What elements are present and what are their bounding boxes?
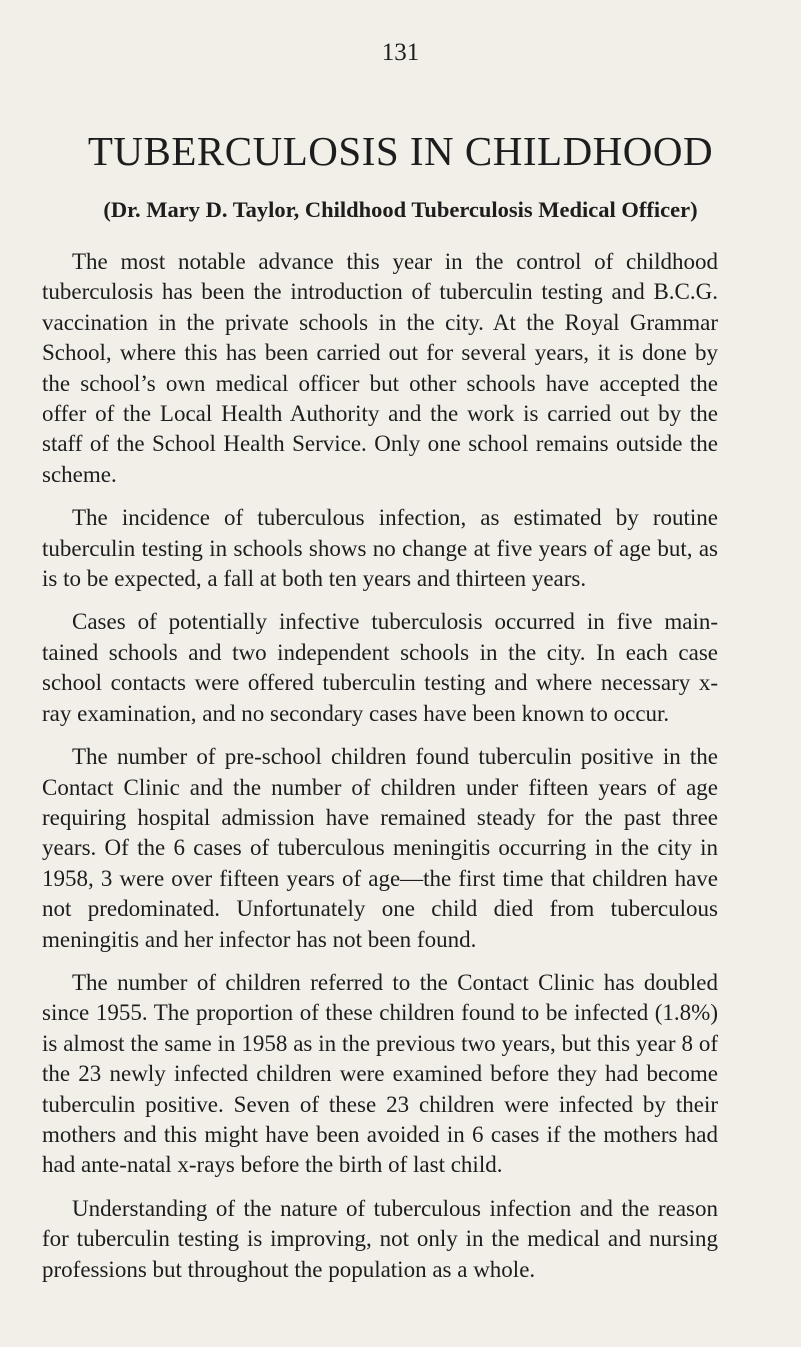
document-subtitle: (Dr. Mary D. Taylor, Childhood Tuberculosis Medical Officer) <box>103 197 698 222</box>
page-number: 131 <box>381 39 420 66</box>
paragraph-4: The number of pre-school children found tuberculin positive in the Contact Clinic and the number of children under fifteen years of age requiring hospital admission have remained steady for the past three years. Of the 6 cases of tuberculous meningitis occurring in the city in 1958, 3 were over fifteen years of age—the first time that children have not predominated. Unfortunately one child died from tuberculous meningitis and her infector has not been found. <box>42 744 718 952</box>
paragraph-2: The incidence of tuberculous infection, as estimated by routine tuberculin testing in schools shows no change at five years of age but, as is to be expected, a fall at both ten years and thirteen years. <box>42 505 718 592</box>
paragraph-5: The number of children referred to the Contact Clinic has doubled since 1955. The proportion of these children found to be infected (1.8%) is almost the same in 1958 as in the previous two years, but this year 8 of the 23 newly infected children were examined before they had become tuberculin positive. Seven of these 23 children were infected by their mothers and this might have been avoided in 6 cases if the mothers had had ante-natal x-rays before the birth of last child. <box>42 969 718 1178</box>
body-text <box>42 247 718 1298</box>
paragraph-3: Cases of potentially infective tuberculosis occurred in five main- tained schools and two independent schools in the city. In each case school contacts were offered tuberculin testing and where necessary x-ray examination, and no secondary cases have been known to occur. <box>42 609 718 726</box>
paragraph-1: The most notable advance this year in the control of childhood tuberculosis has been the introduction of tuberculin testing and B.C.G. vaccination in the private schools in the city. At the Royal Grammar School, where this has been carried out for several years, it is done by the school’s own medical officer but other schools have accepted the offer of the Local Health Authority and the work is carried out by the staff of the School Health Service. Only one school remains outside the scheme. <box>42 249 718 487</box>
paragraph-6: Understanding of the nature of tuberculous infection and the reason for tuberculin testing is improving, not only in the medical and nursing professions but throughout the population as a whole. <box>42 1195 718 1282</box>
document-title: TUBERCULOSIS IN CHILDHOOD <box>87 128 714 174</box>
